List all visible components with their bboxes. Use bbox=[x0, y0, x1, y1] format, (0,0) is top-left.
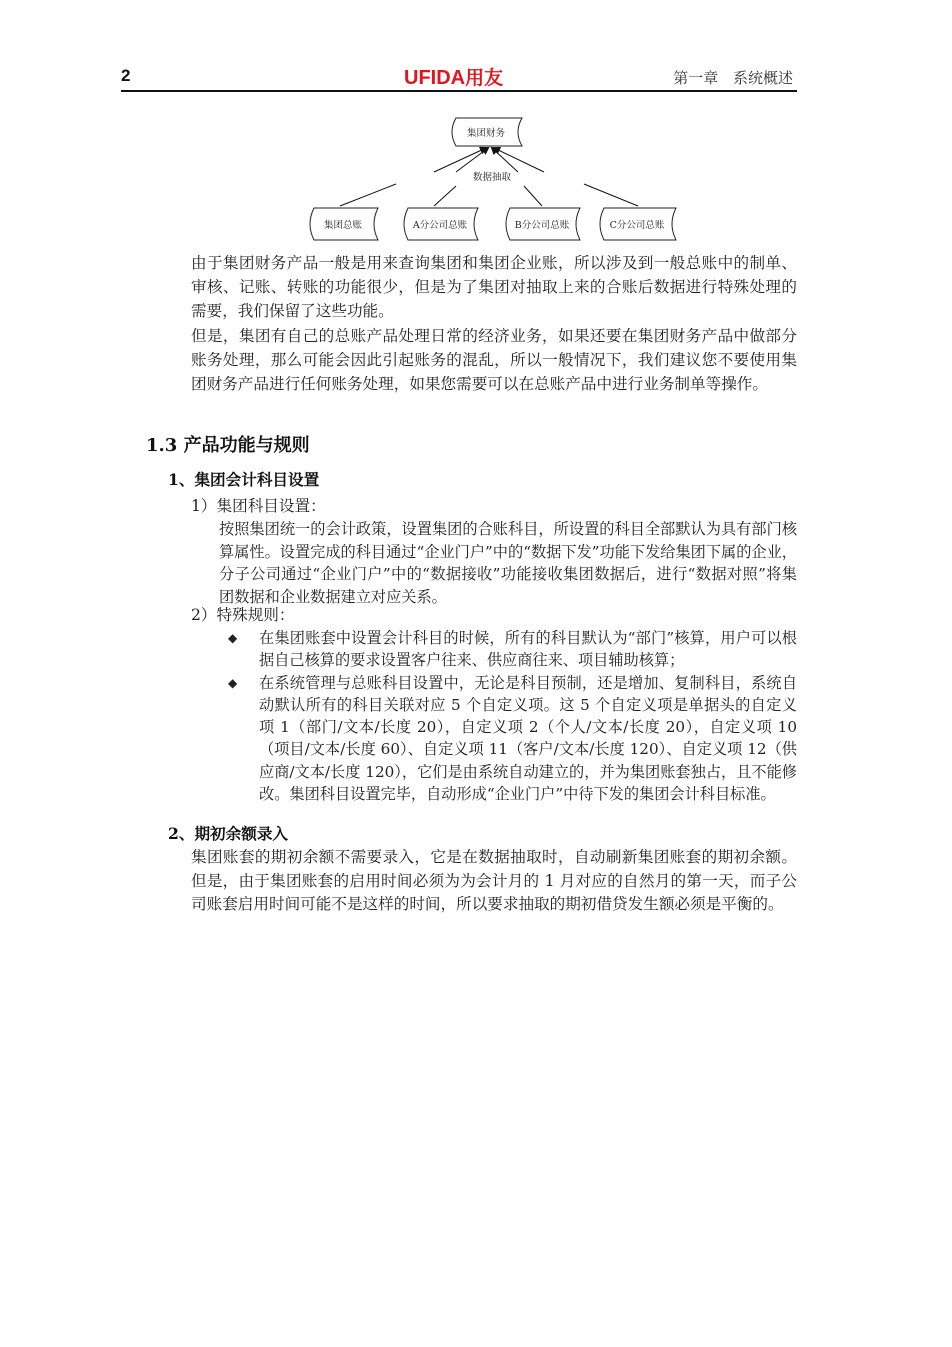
svg-text:A分公司总账: A分公司总账 bbox=[412, 220, 468, 231]
paragraph-2: 但是，集团有自己的总账产品处理日常的经济业务，如果还要在集团财务产品中做部分账务处理，那么可能会因此引起账务的混乱，所以一般情况下，我们建议您不要使用集团财务产品进行任何账务处理，如果您需要可以在总账产品中进行业务制单等操作。 bbox=[191, 327, 797, 393]
diagram-line-1 bbox=[340, 184, 396, 206]
paragraph-3: 集团账套的期初余额不需要录入，它是在数据抽取时，自动刷新集团账套的期初余额。但是，由于集团账套的启用时间必须为为会计月的 1 月对应的自然月的第一天，而子公司账套启用时间可能不是这样的时间，所以要求抽取的期初借贷发生额必须是平衡的。 bbox=[191, 848, 797, 913]
ufida-logo: UFIDA用友 bbox=[404, 67, 504, 89]
diamond-bullet-icon: ◆ bbox=[228, 675, 238, 690]
diagram-node-bottom-2 bbox=[404, 208, 478, 240]
list-item: ◆ 在系统管理与总账科目设置中，无论是科目预制，还是增加、复制科目，系统自动默认所有的科目关联对应 5 个自定义项。这 5 个自定义项是单据头的自定义项 1（部门/文本/长度 20），自定义项 2（个人/文本/长度 20），自定义项 10（项目/文本/长度 60）、自定义项 11（客户/文本/长度 120）、自定义项 12（供应商/文本/长度 120），它们是由系统自动建立的，并为集团账套独占，且不能修改。集团科目设置完毕，自动形成“企业门户”中待下发的集团会计科目标准。 bbox=[228, 673, 797, 804]
list-item: ◆ 在集团账套中设置会计科目的时候，所有的科目默认为“部门”核算，用户可以根据自己核算的要求设置客户往来、供应商往来、项目辅助核算； bbox=[228, 629, 797, 670]
subsection-title-1: 1、集团会计科目设置 bbox=[168, 470, 320, 489]
item-1-label: 1）集团科目设置： bbox=[191, 497, 326, 515]
svg-text:B分公司总账: B分公司总账 bbox=[514, 220, 570, 231]
svg-text:C分公司总账: C分公司总账 bbox=[609, 220, 665, 231]
data-extraction-diagram bbox=[300, 110, 690, 250]
paragraph-1: 由于集团财务产品一般是用来查询集团和集团企业账，所以涉及到一般总账中的制单、审核、记账、转账的功能很少，但是为了集团对抽取上来的合账后数据进行特殊处理的需要，我们保留了这些功能。 bbox=[191, 254, 797, 320]
rules-list bbox=[228, 627, 797, 805]
diagram-node-top bbox=[452, 118, 522, 146]
item-2-label: 2）特殊规则： bbox=[191, 606, 295, 624]
chapter-title: 第一章 系统概述 bbox=[673, 69, 793, 87]
diagram-middle-label: 数据抽取 bbox=[472, 172, 512, 183]
page-number: 2 bbox=[121, 66, 131, 85]
diagram-node-bottom-4 bbox=[600, 208, 676, 240]
svg-text:集团总账: 集团总账 bbox=[323, 220, 363, 231]
page-header bbox=[121, 62, 797, 92]
subsection-title-2: 2、期初余额录入 bbox=[168, 824, 289, 843]
diamond-bullet-icon: ◆ bbox=[228, 631, 238, 645]
diagram-arrow-3 bbox=[492, 148, 518, 172]
item-1-body: 按照集团统一的会计政策，设置集团的合账科目，所设置的科目全部默认为具有部门核算属性。设置完成的科目通过“企业门户”中的“数据下发”功能下发给集团下属的企业，分子公司通过“企业门户”中的“数据接收”功能接收集团数据后，进行“数据对照”将集团数据和企业数据建立对应关系。 bbox=[219, 520, 797, 606]
section-title: 1.3 产品功能与规则 bbox=[146, 435, 310, 456]
diagram-line-3 bbox=[524, 186, 542, 206]
diagram-node-bottom-1 bbox=[310, 208, 378, 240]
diagram-node-bottom-3 bbox=[506, 208, 580, 240]
diagram-line-4 bbox=[584, 184, 638, 206]
diagram-arrow-4 bbox=[494, 148, 544, 172]
diagram-line-2 bbox=[434, 186, 456, 206]
diagram-node-top-label: 集团财务 bbox=[466, 128, 506, 139]
